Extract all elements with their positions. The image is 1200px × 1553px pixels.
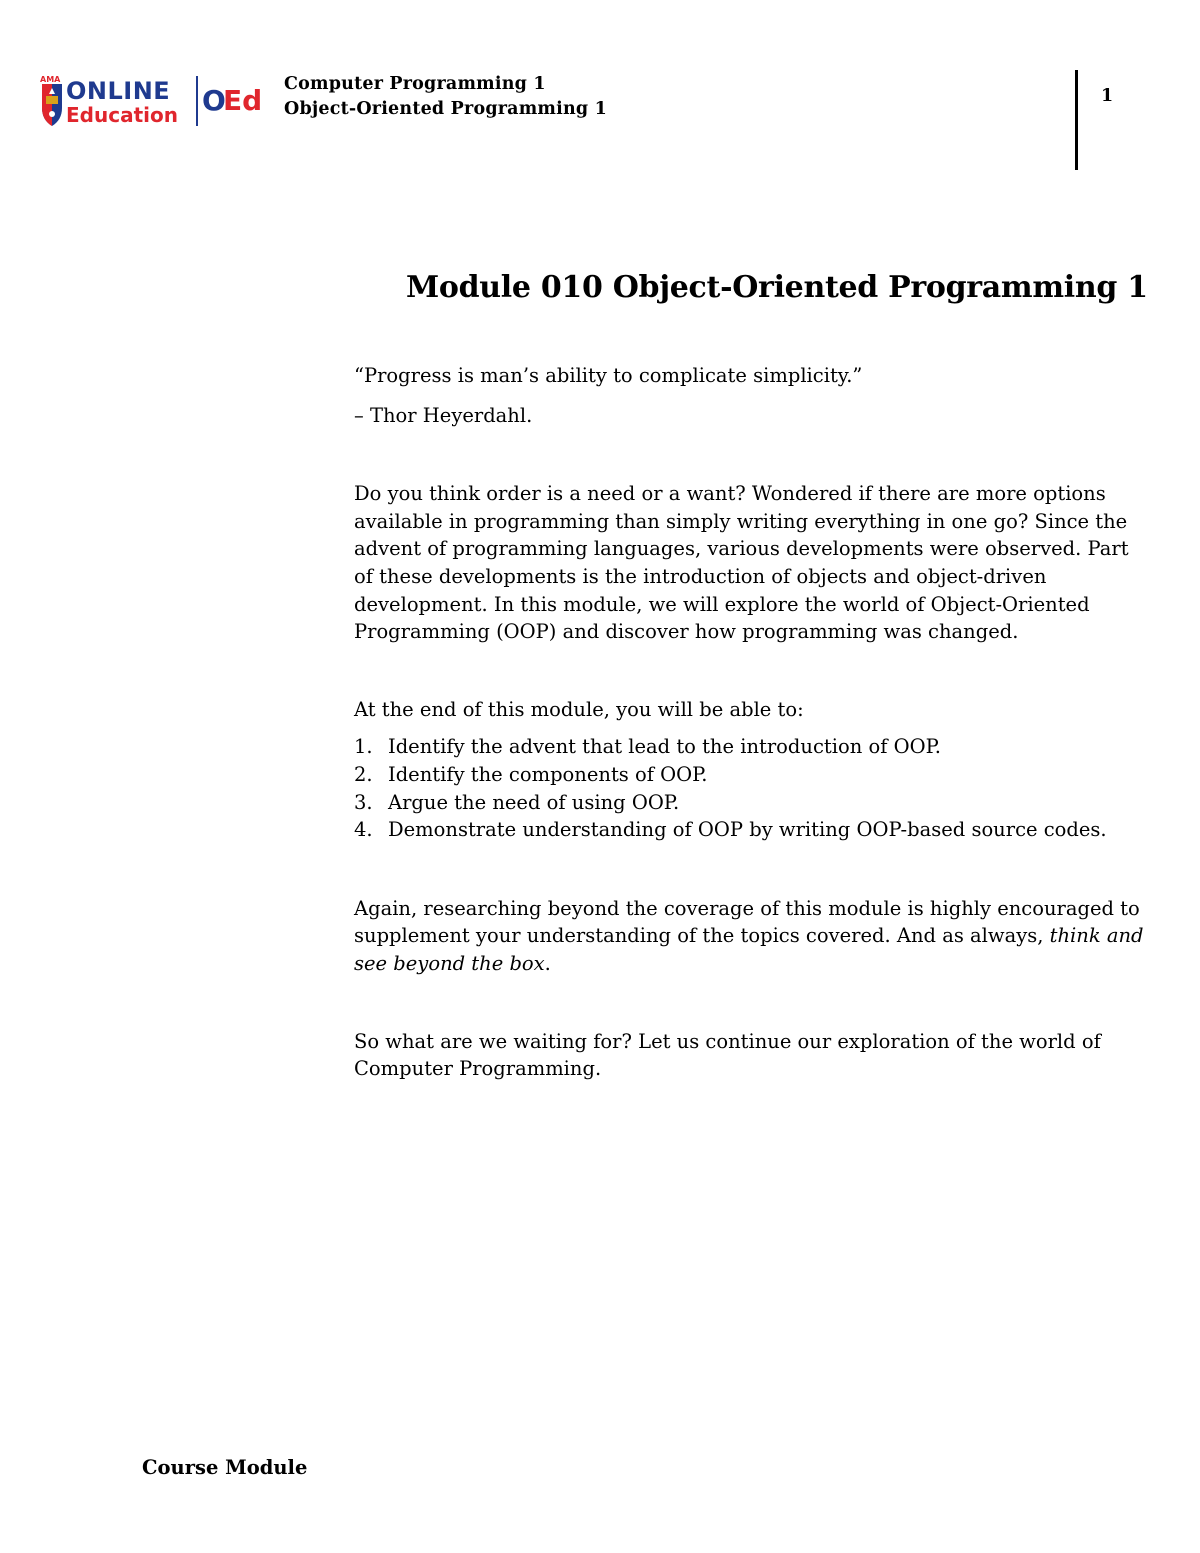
- objectives-list: [354, 733, 1144, 843]
- page-number: 1: [1101, 86, 1114, 106]
- footer-label: Course Module: [142, 1456, 308, 1479]
- list-item: [354, 761, 1144, 789]
- list-item-number: 4.: [354, 818, 373, 842]
- module-content: [354, 362, 1144, 1083]
- again-paragraph: [354, 895, 1144, 978]
- again-end: .: [544, 951, 551, 975]
- svg-text:Education: Education: [66, 103, 178, 127]
- closing-paragraph: So what are we waiting for? Let us continue our exploration of the world of Computer Programming.: [354, 1029, 1101, 1081]
- list-item-number: 1.: [354, 735, 373, 759]
- intro-paragraph: Do you think order is a need or a want? Wondered if there are more options available in programming than simply writing everything in one go? Since the advent of programming languages, various developments were observed. Part of these developments is the introduction of objects and object-driven development. In this module, we will explore the world of Object-Oriented Programming (OOP) and discover how programming was changed.: [354, 482, 1129, 644]
- list-item: [354, 733, 1144, 761]
- svg-text:O: O: [202, 84, 226, 117]
- shield-icon: [42, 84, 62, 126]
- list-item: [354, 789, 1144, 817]
- module-title: Module 010 Object-Oriented Programming 1: [406, 270, 1148, 305]
- list-item-text: Identify the components of OOP.: [388, 762, 708, 786]
- list-item-number: 2.: [354, 762, 373, 786]
- svg-text:Ed: Ed: [223, 84, 263, 117]
- objectives-lead: At the end of this module, you will be able to:: [354, 697, 804, 721]
- svg-text:ONLINE: ONLINE: [66, 77, 171, 105]
- list-item-text: Identify the advent that lead to the introduction of OOP.: [388, 735, 941, 759]
- list-item-text: Argue the need of using OOP.: [388, 790, 680, 814]
- list-item-number: 3.: [354, 790, 373, 814]
- list-item: [354, 816, 1144, 844]
- quote-author: – Thor Heyerdahl.: [354, 403, 533, 427]
- svg-text:AMA: AMA: [40, 75, 61, 84]
- course-title: Computer Programming 1: [284, 74, 546, 94]
- course-header: [284, 72, 607, 122]
- again-italic-text: think and see beyond the box: [354, 924, 1144, 975]
- quote: “Progress is man’s ability to complicate simplicity.”: [354, 364, 863, 387]
- header-divider: [1075, 70, 1078, 170]
- online-education-logo: [36, 70, 272, 130]
- again-text: Again, researching beyond the coverage of this module is highly encouraged to supplement your understanding of the topics covered. And as always,: [354, 896, 1140, 948]
- course-subtitle: Object-Oriented Programming 1: [284, 99, 608, 119]
- list-item-text: Demonstrate understanding of OOP by writing OOP-based source codes.: [388, 818, 1107, 842]
